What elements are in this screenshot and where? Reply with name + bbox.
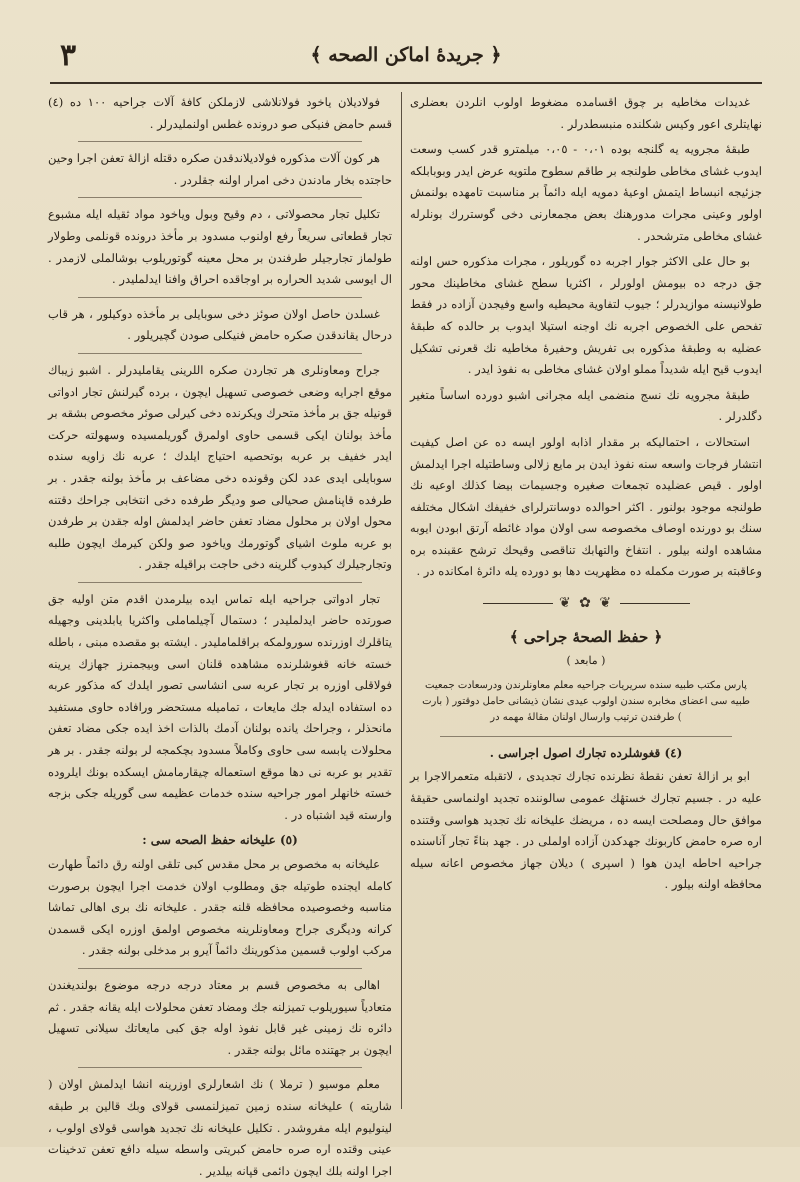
- masthead-title: ﴿ جريدهٔ اماكن الصحه ﴾: [310, 44, 502, 66]
- ornament-line: [483, 603, 553, 604]
- paragraph: ابو بر ازالهٔ تعفن نقطهٔ نظرنده تجارك تجديدی ، لاتقبله متعمرالاجرا بر عليه در . جسيم تجارك خستهٔك عمومی سالوننده تجديد اولنماسی حقيقهٔ موافق حال ومصلحت ايسه ده ، مريضك عليخانه نك تجديد هواسی وقتنده اره صره حامض كاربونك جهدكدن آزاده اولملی در . جهد بناءً تجار آناسنده جراحيه احاطه ايدن هوا ( اسپری ) ديلان جهاز مخصوص اعانه سيله محافظه اولنه بيلور .: [410, 769, 762, 892]
- paragraph: غديدات مخاطيه بر چوق اقسامده مضغوط اولوب انلردن بعضلری نهايتلری اعور وكيس شكلنده منبسطدرلر .: [410, 95, 762, 131]
- divider: [78, 297, 362, 298]
- paragraph: بو حال علی الاكثر جوار اجربه ده گوريلور ، مجرات مذكوره حس اولنه جق درجه ده بيومش اولورلر ، اكثريا سطح غشای مخاطينك محور طولانيسنه موازيدرلر ؛ جيوب لتفاوية محيطيه واسع وفيجدن آزاده در فقط تفحص علی الخصوص اجربه نك اوجنه استيلا ايدوب بر حالده كه طبقهٔ عضليه به وطبقهٔ مذكوره بی تفريش وحفيرهٔ مخاطيه نك قعرنی تشكيل ايدوب قيح ايله شديداً مملو اولان غشای مخاطی به نفوذ ايدر .: [410, 254, 762, 377]
- section-subtitle: ( مابعد ): [566, 654, 606, 668]
- paragraph: اهالی به مخصوص قسم بر معتاد درجه درجه موضوع بولنديغندن متعادياً سيوريلوب تميزلنه جك ومضاد تعفن محلولات ايله يقانه جقدر . ثم دائره نك زمينی غير قابل نفوذ اوله جق كبی مايعاتك سيلانی تسهيل ايچون بر جهتنده مائل بولنه جقدر .: [48, 977, 392, 1057]
- divider: [78, 1067, 362, 1068]
- section-note: پارس مكتب طبيه سنده سريريات جراحيه معلم معاونلرندن ودرسعادت جمعيت طبيه سی اعضای مخابره سندن اولوب عيدی نشان ذيشانی حامل دوقتور ( بارت ) طرفندن ترتيب وارسال اولنان مقالهٔ مهمه در: [422, 679, 750, 723]
- paragraph: استحالات ، احتماليكه بر مقدار اذابه اولور ايسه ده عن اصل كيفيت انتشار فرجات واسعه سنه نفوذ ايدن بر مايع زلالی وساطتيله اجرا ايدلمش اولور . قيص عضليده تجمعات صغيره وجسيمات بيضا كذلك اوعيه نك طولنجه موجود بولنور . اكثر احوالده دوسانترلرای خفيفك اشكال مختلفه سنك بو دورنده اوصاف مخصوصه سی اولان مواد غائطه آرتق ابودن ايوبه مشاهده اولنه بيلور . انتفاخ والتهابك تناقصی وقيحك ترشح عقبنده بره وعاقبته بر صورت مكمله ده مظهريت دها بو دورده يله دائرهٔ امكانده در .: [410, 434, 762, 579]
- divider: [78, 582, 362, 583]
- subsection-title: (٤) قغوشلرده تجارك اصول اجراسی .: [489, 745, 683, 760]
- right-column: [410, 92, 762, 1109]
- divider: [78, 968, 362, 969]
- paragraph: تكليل تجار محصولاتی ، دم وقيح وبول وياخود مواد ثقيله ايله مشبوع تجار قطعاتی سريعاً رفع اولنوب مسدود بر مأخذ درونده قونلمی وطولار طولماز تجارجيلر طرفندن بر محل معينه گوتوريلوب بوشالملی لازمدر . ال ايوسی شديد الحراره بر اوجاقده احراق وافنا ايدلمليدر .: [48, 207, 392, 287]
- paragraph: هر كون آلات مذكوره فولاديلاندقدن صكره دقتله ازالهٔ تعفن اجرا وحين حاجتده بخار مادندن دخی امرار اولنه جقلردر .: [48, 151, 392, 187]
- paragraph: تجار ادواتی جراحيه ايله تماس ايده بيلرمدن اقدم متن اوليه جق صورتده حاضر ايدلملیدر ؛ دستمال آچيلماملی واكثريا يابلدينی وجهيله يتاقلرك اوزرنده سورولمكه براقلماملیدر . ايشته بو مقصده مبنی ، باطله خسته خانه قغوشلرنده مشاهده قلنان اسی وبيجمنرز جهازك يرينه فولاقلی اوزره بر تجار عربه سی انشاسی تصور ايلدك كه مذكور عربه ده استفاده ايدله جك مايعات ، تماميله مستحضر ورافاده حاوی مستفيد مانحذلر ، وجراحك يانده بولنان آدمك بالذات اخذ ايده جكی مضاد تعفن محلولات يابسه سی حاوی وكاملاً مسدود بچكمجه لر بولنه جقدر . بر هر تقدير بو عربه نی دها موقع استعماله چيقارمامش ايسكده بونك ايلروده خسته خانهلر امور جراحيه سنده خدمات عظيمه سی گوريله جكی بزجه وارسته قيد اشتباه در .: [48, 591, 392, 822]
- section-title: (٥) عليخانه حفظ الصحه سی :: [142, 833, 298, 848]
- divider: [78, 197, 362, 198]
- paragraph: فولاديلان ياخود فولانلاشی لازملكن كافهٔ آلات جراحيه ١٠٠ ده (٤) قسم حامض فنيكی صو درونده غطس اولنملیدرلر .: [48, 95, 392, 131]
- paragraph: جراح ومعاونلری هر تجاردن صكره اللرينی يقاملیدرلر . اشبو زيباك موقع اجرايه وضعی خصوصی تسهيل ايچون ، برده گيرلنش تجار ادواتی قونيله جق بر مأخذ متحرك ويكرنده دخی كيرلی صوئر مخصوص بشقه بر مأخذ بولنان ايكی قسمی حاوی اولمرق گوريلمسيده وسهولته حركت ايدر خفيف بر عربه بوتحصيه احتياج ايلدك ؛ عربه نك زاويه سنده سوبايلی ايدی عدد لكن وقونده دخی مضاعف بر مأخذ بولنه جقدر . بر طرفده قاپنامش صحيالی صو وديگر طرفده دخی انتخابی جراحك دقتنه محول اولان بر محلول مضاد تعفن حاضر ايدلمش اوله جقدن بر طرفدن بو عربه ملوث اشيای گوتورمك وياخود صو ولكن كيرمك ايچون طلبه وتجارجيلرك كيدوب گلرينه دخی حاجت براقيله جقدر .: [48, 362, 392, 572]
- divider: [78, 353, 362, 354]
- column-divider: [401, 92, 402, 1109]
- section-ornament: [410, 593, 762, 615]
- section-title: ﴿ حفظ الصحهٔ جراحی ﴾: [509, 627, 663, 646]
- paragraph: غسلدن حاصل اولان صوئز دخی سوبايلی بر مأخذه دوكيلور ، هر قاب درحال يقاندقدن صكره حامض فنيكلی صودن گچيريلور .: [48, 306, 392, 343]
- divider: [440, 736, 732, 737]
- page-header: [50, 34, 762, 84]
- divider: [78, 141, 362, 142]
- page-number: ٣: [60, 38, 77, 73]
- left-column: [48, 92, 392, 1178]
- paragraph: طبقهٔ مجرويه نك نسج منضمی ايله مجرانی اشبو دورده اساساً متغير دگلدرلر .: [410, 387, 762, 424]
- paragraph: معلم موسيو ( ترملا ) نك اشعارلری اوزرينه انشا ايدلمش اولان ( شاريته ) عليخانه سنده زمين تميزلنمسی قولای وبك قالين بر طبقه لينوليوم ايله مفروشدر . تكليل عليخانه نك تجديد هواسی قولای اولوب ، عينی وقتده اره صره حامض كبريتی واسطه سيله دافع تعفن تدخينات اجرا اولنه بلك ايچون دائمی قپانه بيلدير .: [48, 1077, 392, 1178]
- ornament-glyph: ❦ ✿ ❦: [558, 595, 614, 612]
- ornament-line: [620, 603, 690, 604]
- paragraph: طبقهٔ مجرويه يه گلنجه بوده ٠،٠١ - ٠،٠٥ ميلمترو قدر كسب وسعت ايدوب غشای مخاطی طولنجه بر طاقم سطوح ملتويه عرض ايدر وبوبابلكه جزئيجه انبساط ايتمش اوعيهٔ دمويه ايله دائماً بر مناسبت تامهده بولنمش اولور وعينی مجرات مدورهنك بعض مجمعارنی دخی گوستررك بونلرله غشای مخاطی مترشحدر .: [410, 142, 762, 243]
- paragraph: عليخانه به مخصوص بر محل مقدس كبی تلقی اولنه رق دائماً طهارت كامله ايجنده طوتيله جق ومطلوب اولان خدمت اجرا ايچون برصورت مناسبه وخصوصيده محافظه قلنه جقدر . عليخانه نك بری اهالی تماشا كرانه وديگری جراح ومعاونلرينه مخصوص اولمق اوزره ايكی قسمدن مركب اولوب قسمين مذكورينك دائماً آيرو بر مدخلی بولنه جقدر .: [48, 857, 392, 958]
